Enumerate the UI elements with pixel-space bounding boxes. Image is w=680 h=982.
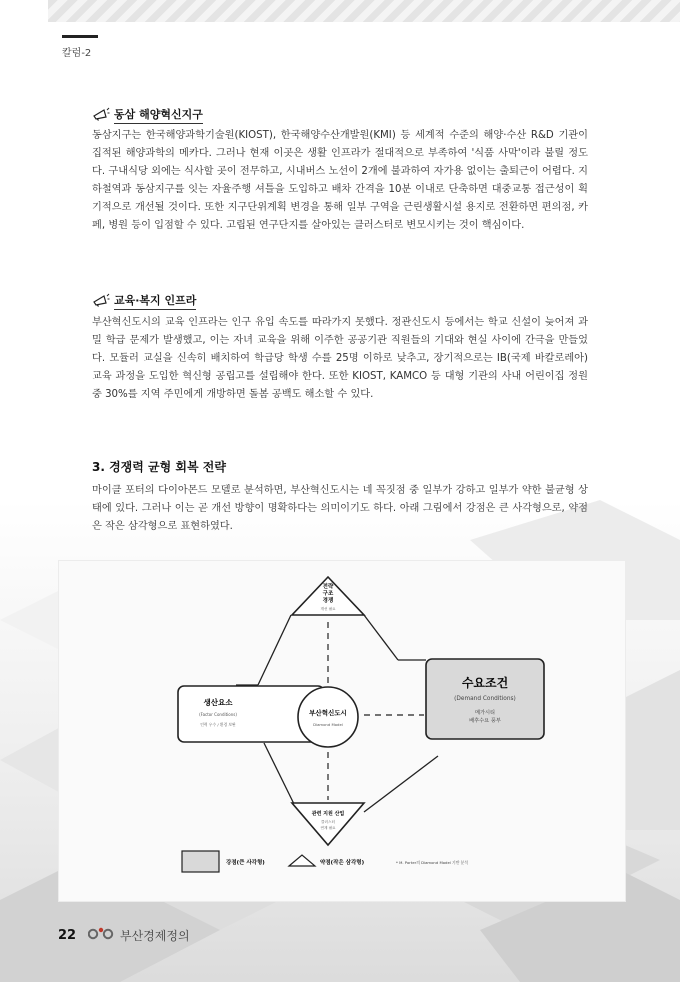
demand-sub-1: 메가시티: [474, 710, 496, 716]
section-heading-education: [92, 292, 196, 310]
factor-sub: 인력 우수 / 환경 보완: [200, 722, 236, 727]
section-body-donsam: 동삼지구는 한국해양과학기술원(KIOST), 한국해양수산개발원(KMI) 등 세계적 수준의 해양·수산 R&D 기관이 집적된 해양과학의 메카다. 그러나 현재 이곳은 생활 인프라가 절대적으로 부족하여 '식품 사막'이라 불릴 정도다. 구내식당 외에는 식사할 곳이 전무하고, 시내버스 노선이 2개에 불과하여 자가용 없이는 출퇴근이 어렵다. 지하철역과 동삼지구를 잇는 자율주행 셔틀을 도입하고 배차 간격을 10분 이내로 단축하면 대중교통 접근성이 획기적으로 개선될 것이다. 또한 지구단위계획 변경을 통해 일부 구역을 근린생활시설 용지로 전환하면 편의점, 카페, 병원 등이 입점할 수 있다. 고립된 연구단지를 살아있는 클러스터로 변모시키는 것이 핵심이다.: [92, 130, 588, 231]
demand-title: 수요조건: [461, 676, 509, 690]
triangle-related-industries: [292, 803, 364, 845]
strategy-line-1: 전략: [322, 584, 334, 590]
diamond-model-diagram: [58, 560, 624, 900]
demand-sub-2: 배후수요 풍부: [469, 718, 501, 724]
related-title: 관련 지원 산업: [311, 811, 345, 817]
factor-title: 생산요소: [203, 698, 233, 707]
factor-en: (Factor Conditions): [199, 712, 237, 717]
column-label-bar: [62, 35, 98, 38]
strategy-sub: 개선 필요: [320, 607, 336, 611]
footer-brand: [88, 925, 190, 945]
header-decorative-band: [48, 0, 680, 22]
circle-center: [298, 687, 358, 747]
related-sub-2: 연계 필요: [320, 826, 336, 830]
related-sub-1: 클러스터: [321, 820, 335, 824]
column-label: 칼럼-2: [62, 48, 92, 59]
section3-body: 마이클 포터의 다이아몬드 모델로 분석하면, 부산혁신도시는 네 꼭짓점 중 일부가 강하고 일부가 약한 불균형 상태에 있다. 그러나 이는 곧 개선 방향이 명확하다는 의미이기도 하다. 아래 그림에서 강점은 큰 사각형으로, 약점은 작은 삼각형으로 표현하였다.: [92, 485, 588, 532]
section-body-education: 부산혁신도시의 교육 인프라는 인구 유입 속도를 따라가지 못했다. 정관신도시 등에서는 학교 신설이 늦어져 과밀 학급 문제가 발생했고, 이는 자녀 교육을 위해 이주한 공공기관 직원들의 기대와 현실 사이에 간극을 만들었다. 모듈러 교실을 신속히 배치하여 학급당 학생 수를 25명 이하로 낮추고, 장기적으로는 IB(국제 바칼로레아) 교육 과정을 도입한 혁신형 공립고를 설립해야 한다. 또한 KIOST, KAMCO 등 대형 기관의 사내 어린이집 정원 중 30%를 지역 주민에게 개방하면 돌봄 공백도 해소할 수 있다.: [92, 317, 588, 400]
strategy-line-3: 경쟁: [322, 598, 334, 604]
center-title: 부산혁신도시: [309, 709, 347, 717]
megaphone-icon: [92, 293, 110, 310]
section-title: 교육·복지 인프라: [114, 292, 196, 310]
megaphone-icon: [92, 107, 110, 124]
section3-heading: 3. 경쟁력 균형 회복 전략: [92, 460, 226, 474]
legend-strong-label: 강점(큰 사각형): [226, 860, 265, 866]
publication-logo-icon: [88, 925, 114, 945]
page-number: 22: [58, 928, 77, 943]
center-en: Diamond Model: [313, 722, 343, 727]
section-title: 동삼 해양혁신지구: [114, 106, 203, 124]
demand-en: (Demand Conditions): [454, 696, 516, 702]
legend-source: * M. Porter의 Diamond Model 기반 분석: [396, 860, 468, 865]
publication-name: 부산경제정의: [120, 928, 190, 943]
legend-weak-swatch: [289, 855, 315, 866]
strategy-line-2: 구조: [322, 591, 334, 597]
section-heading-donsam: [92, 106, 203, 124]
legend-weak-label: 약점(작은 삼각형): [320, 860, 365, 866]
legend-strong-swatch: [182, 851, 219, 872]
